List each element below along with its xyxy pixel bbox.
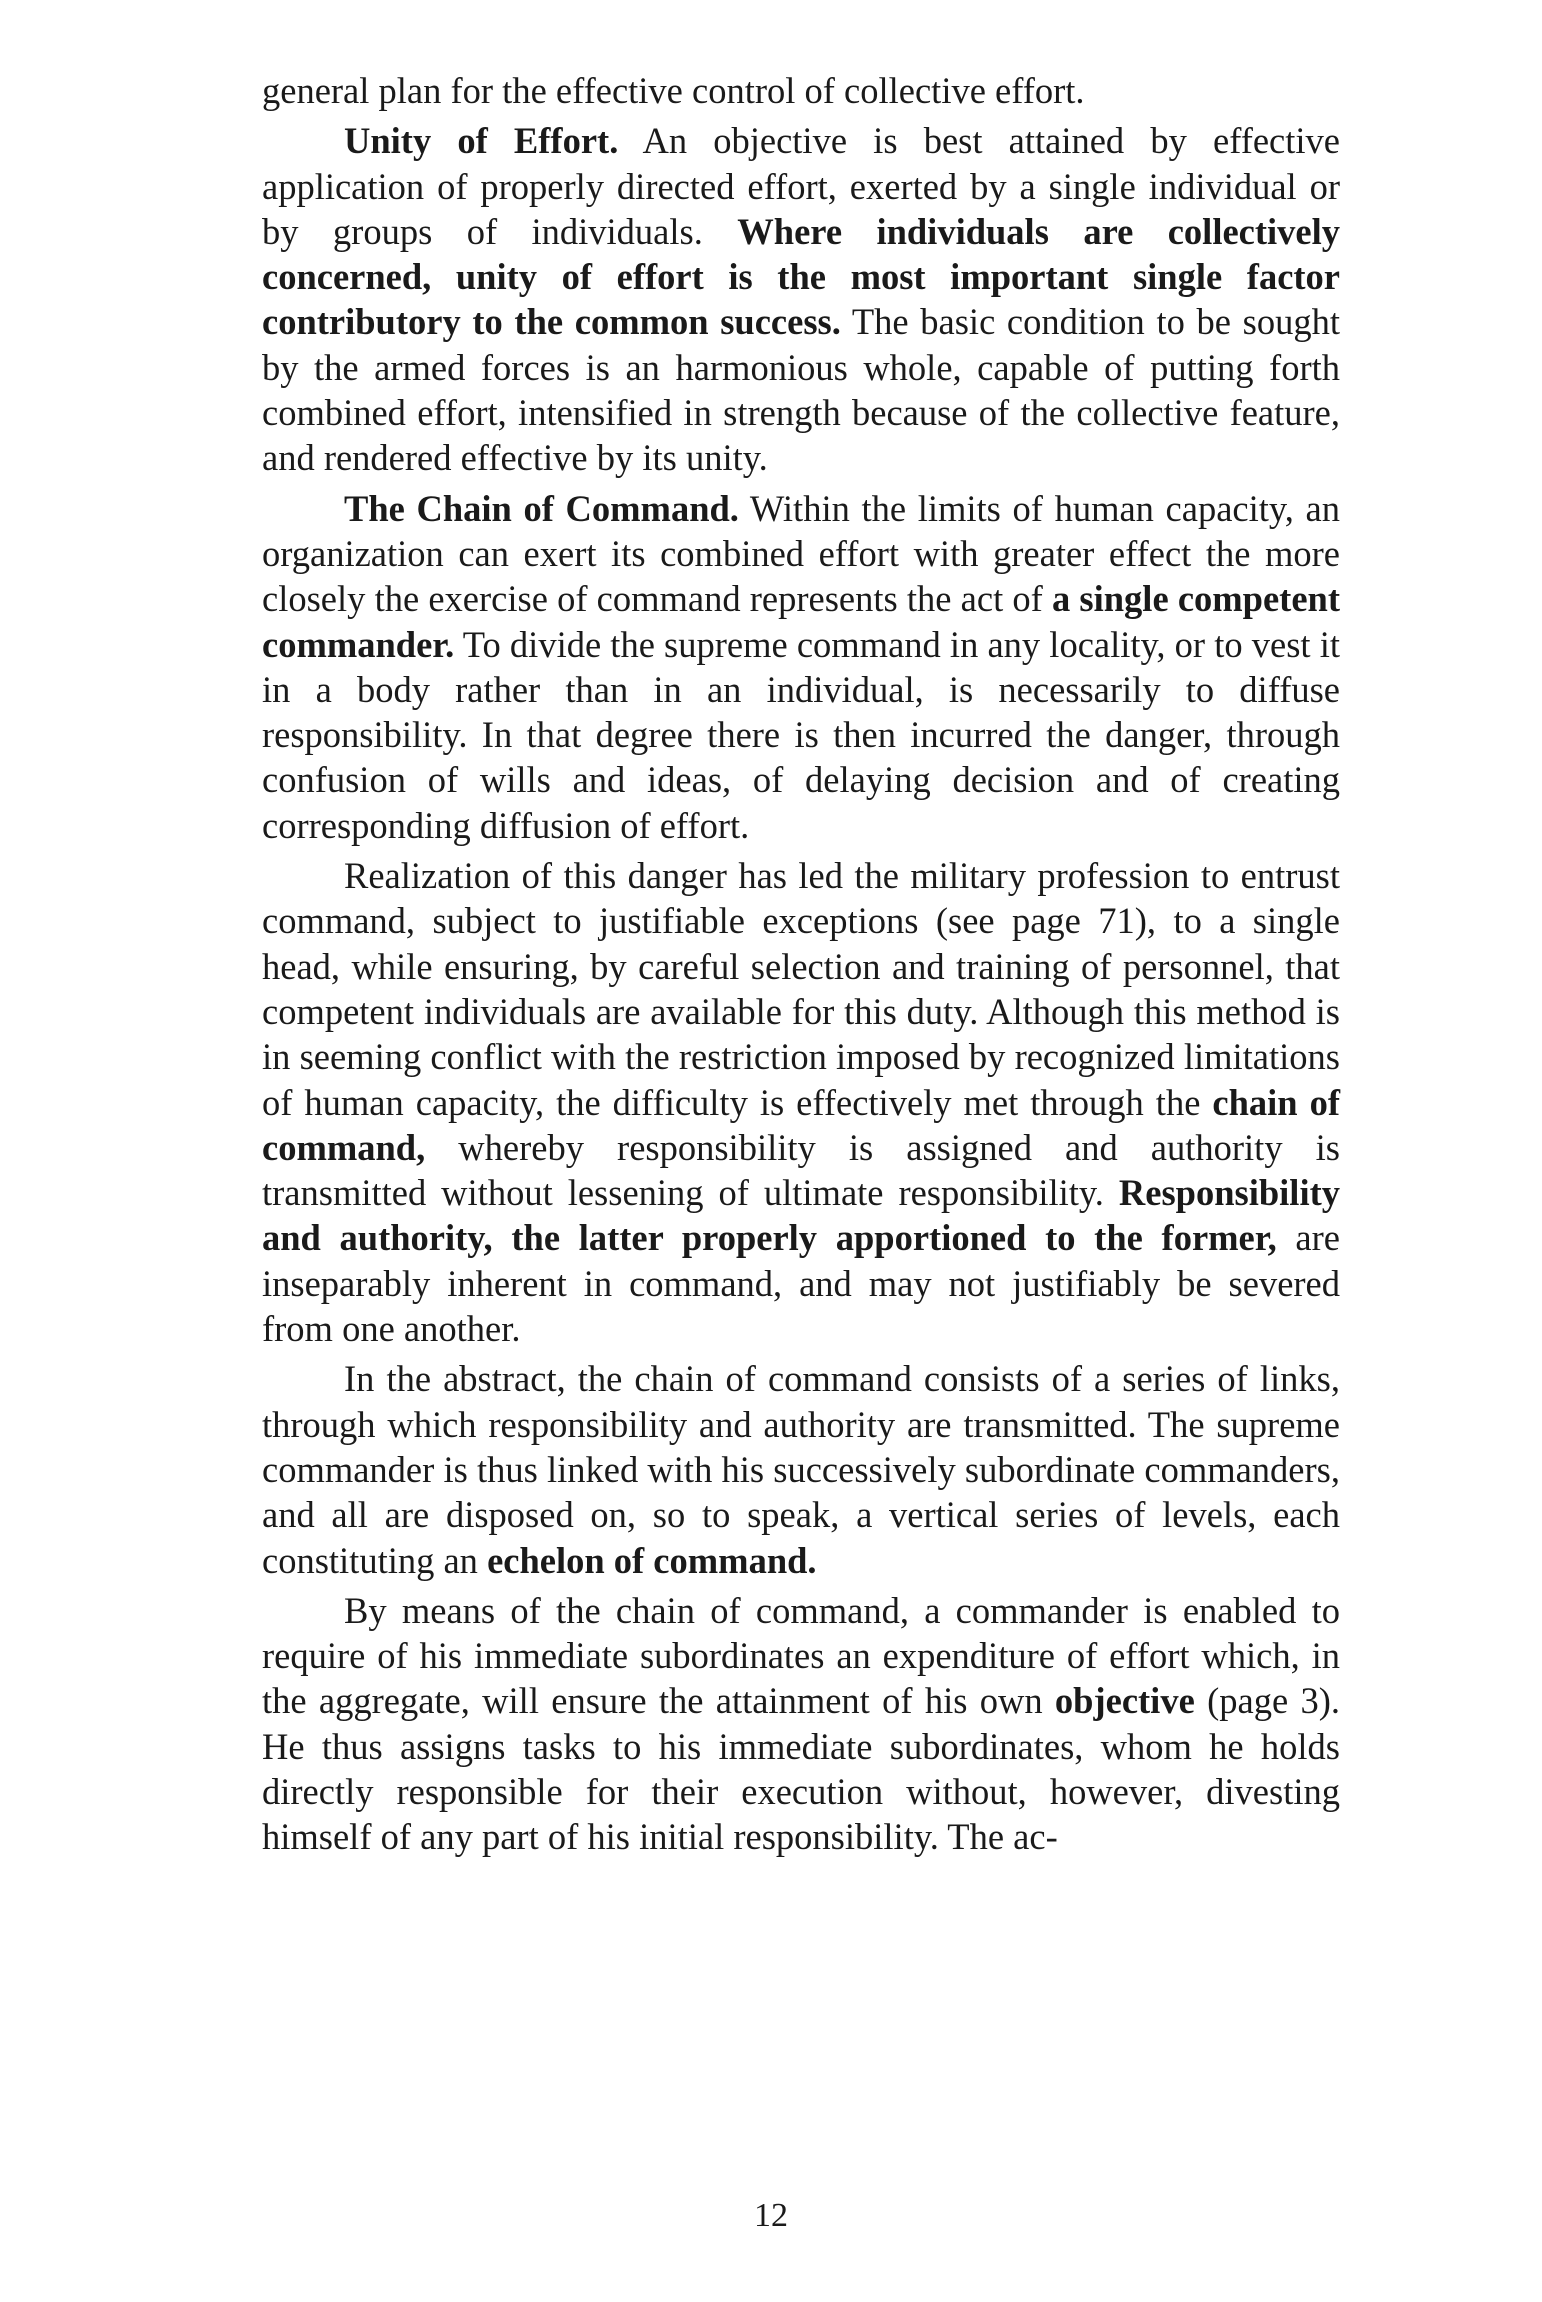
text-run: In the abstract, the chain of command consists of a series of links, through which responsibility and authority are transmitted. The supreme commander is thus linked with his successively subordinate commanders, and all are disposed on, so to speak, a vertical series of levels, each constituting an (262, 1358, 1340, 1581)
text-run: The basic condition to be sought by the armed forces is an harmonious whole, capable of putting forth combined effort, intensified in strength because of the collective feature, and rendered effective by its unity. (262, 301, 1340, 479)
text-run: To divide the supreme command in any locality, or to vest it in a body rather than in an individual, is necessarily to diffuse responsibility. In that degree there is then incurred the danger, through confusion of wills and ideas, of delaying decision and of creating corresponding diffusion of effort. (262, 623, 1340, 846)
paragraph-unity-of-effort (262, 118, 1340, 480)
paragraph-continuation (262, 68, 1340, 113)
section-heading-unity-of-effort: Unity of Effort. (344, 120, 619, 162)
paragraph-realization (262, 853, 1340, 1351)
emphasis-text: Where individuals are collectively concerned, unity of effort is the most important single factor contributory to the common success. (262, 210, 1340, 343)
paragraph-chain-of-command (262, 486, 1340, 848)
text-run: By means of the chain of command, a commander is enabled to require of his immediate subordinates an expenditure of effort which, in the aggregate, will ensure the attainment of his own (262, 1589, 1340, 1722)
text-run: (page 3). He thus assigns tasks to his immediate subordinates, whom he holds directly responsible for their execution without, however, divesting himself of any part of his initial responsibility. The ac- (262, 1680, 1340, 1858)
emphasis-text: objective (1054, 1680, 1195, 1722)
emphasis-text: Responsibility and authority, the latter properly apportioned to the former, (262, 1172, 1340, 1259)
text-run: Realization of this danger has led the military profession to entrust command, subject to justifiable exceptions (see page 71), to a single head, while ensuring, by careful selection and training of personnel, that competent individuals are available for this duty. Although this method is in seeming conflict with the restriction imposed by recognized limitations of human capacity, the difficulty is effectively met through the (262, 855, 1340, 1123)
text-run: are inseparably inherent in command, and may not justifiably be severed from one another. (262, 1217, 1340, 1350)
document-page (262, 68, 1340, 1865)
section-heading-chain-of-command: The Chain of Command. (344, 487, 739, 529)
text-run: whereby responsibility is assigned and authority is transmitted without lessening of ultimate responsibility. (262, 1126, 1340, 1214)
text-run: Within the limits of human capacity, an organization can exert its combined effort with greater effect the more closely the exercise of command represents the act of (262, 487, 1340, 620)
text-run: An objective is best attained by effective application of properly directed effort, exerted by a single individual or by groups of individuals. (262, 120, 1340, 252)
emphasis-text: chain of command, (262, 1081, 1340, 1168)
page-number: 12 (754, 2197, 788, 2234)
text-run: general plan for the effective control of collective effort. (262, 70, 1085, 111)
emphasis-text: a single competent commander. (262, 578, 1340, 665)
paragraph-abstract (262, 1356, 1340, 1582)
paragraph-by-means (262, 1588, 1340, 1860)
emphasis-text: echelon of command. (487, 1539, 817, 1581)
